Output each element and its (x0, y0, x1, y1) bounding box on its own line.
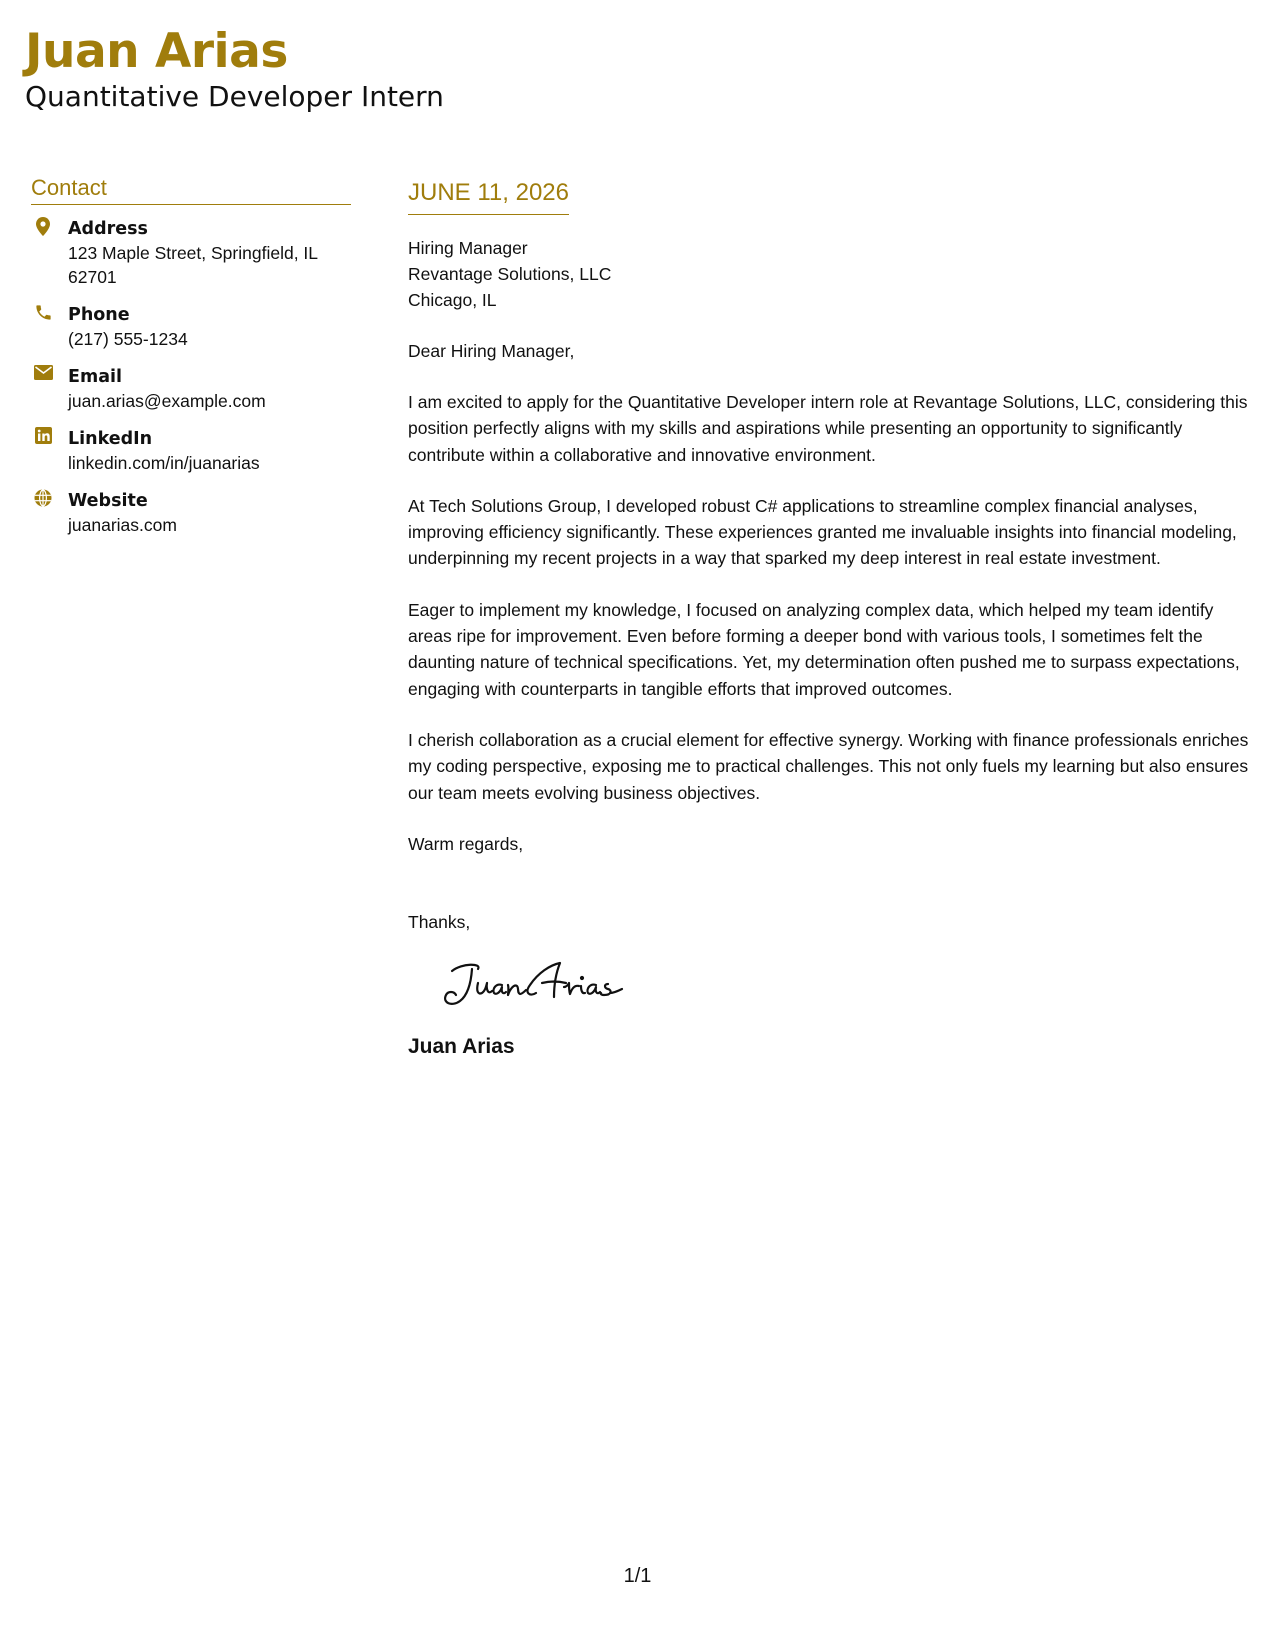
candidate-name: Juan Arias (25, 24, 288, 79)
map-pin-icon (31, 217, 55, 239)
contact-value: 62701 (68, 267, 117, 287)
contact-item-phone (31, 303, 351, 351)
contact-label: Phone (68, 305, 130, 325)
contact-value: (217) 555-1234 (68, 329, 188, 349)
thanks: Thanks, (408, 911, 471, 932)
handwritten-signature (438, 957, 638, 1017)
contact-label: Website (68, 491, 148, 511)
letter-paragraph: At Tech Solutions Group, I developed robust C# applications to streamline complex financial analyses, improving efficiency significantly. These experiences granted me invaluable insights into financial modeling, underpinning my recent projects in a way that sparked my deep interest in real estate investment. (408, 495, 1237, 569)
contact-label: Address (68, 219, 148, 239)
contact-item-website (31, 489, 351, 537)
recipient-line: Hiring Manager (408, 238, 528, 258)
phone-icon (31, 303, 55, 325)
contact-value: 123 Maple Street, Springfield, IL (68, 243, 319, 263)
cover-letter-body (408, 178, 1253, 1061)
contact-section-title: Contact (31, 175, 351, 205)
contact-value: linkedin.com/in/juanarias (68, 453, 260, 473)
contact-item-email (31, 365, 351, 413)
globe-icon (31, 489, 55, 511)
letter-paragraph: Eager to implement my knowledge, I focused on analyzing complex data, which helped my team identify areas ripe for improvement. Even before forming a deeper bond with various tools, I sometimes felt the daunting nature of technical specifications. Yet, my determination often pushed me to surpass expectations, engaging with counterparts in tangible efforts that improved outcomes. (408, 599, 1240, 699)
header (25, 24, 444, 114)
letter-paragraph: I am excited to apply for the Quantitative Developer intern role at Revantage Solutions, LLC, considering this position perfectly aligns with my skills and aspirations while presenting an opportunity to significantly contribute within a collaborative and innovative environment. (408, 392, 1248, 465)
contact-item-linkedin (31, 427, 351, 475)
page-number: 1/1 (623, 1565, 652, 1587)
contact-value: juan.arias@example.com (68, 391, 266, 411)
recipient-line: Revantage Solutions, LLC (408, 264, 612, 284)
letter-date: JUNE 11, 2026 (408, 178, 569, 215)
contact-value: juanarias.com (68, 515, 177, 535)
contact-item-address (31, 217, 351, 289)
contact-sidebar (31, 175, 351, 551)
signed-name: Juan Arias (408, 1034, 515, 1058)
contact-label: Email (68, 367, 122, 387)
recipient-block (408, 235, 1253, 313)
letter-paragraph: I cherish collaboration as a crucial element for effective synergy. Working with finance professionals enriches my coding perspective, exposing me to practical challenges. This not only fuels my learning but also ensures our team meets evolving business objectives. (408, 729, 1249, 803)
envelope-icon (31, 365, 55, 387)
job-title: Quantitative Developer Intern (25, 80, 444, 113)
linkedin-icon (31, 427, 55, 449)
greeting: Dear Hiring Manager, (408, 341, 575, 361)
recipient-line: Chicago, IL (408, 290, 497, 310)
closing: Warm regards, (408, 833, 524, 854)
contact-label: LinkedIn (68, 429, 153, 449)
